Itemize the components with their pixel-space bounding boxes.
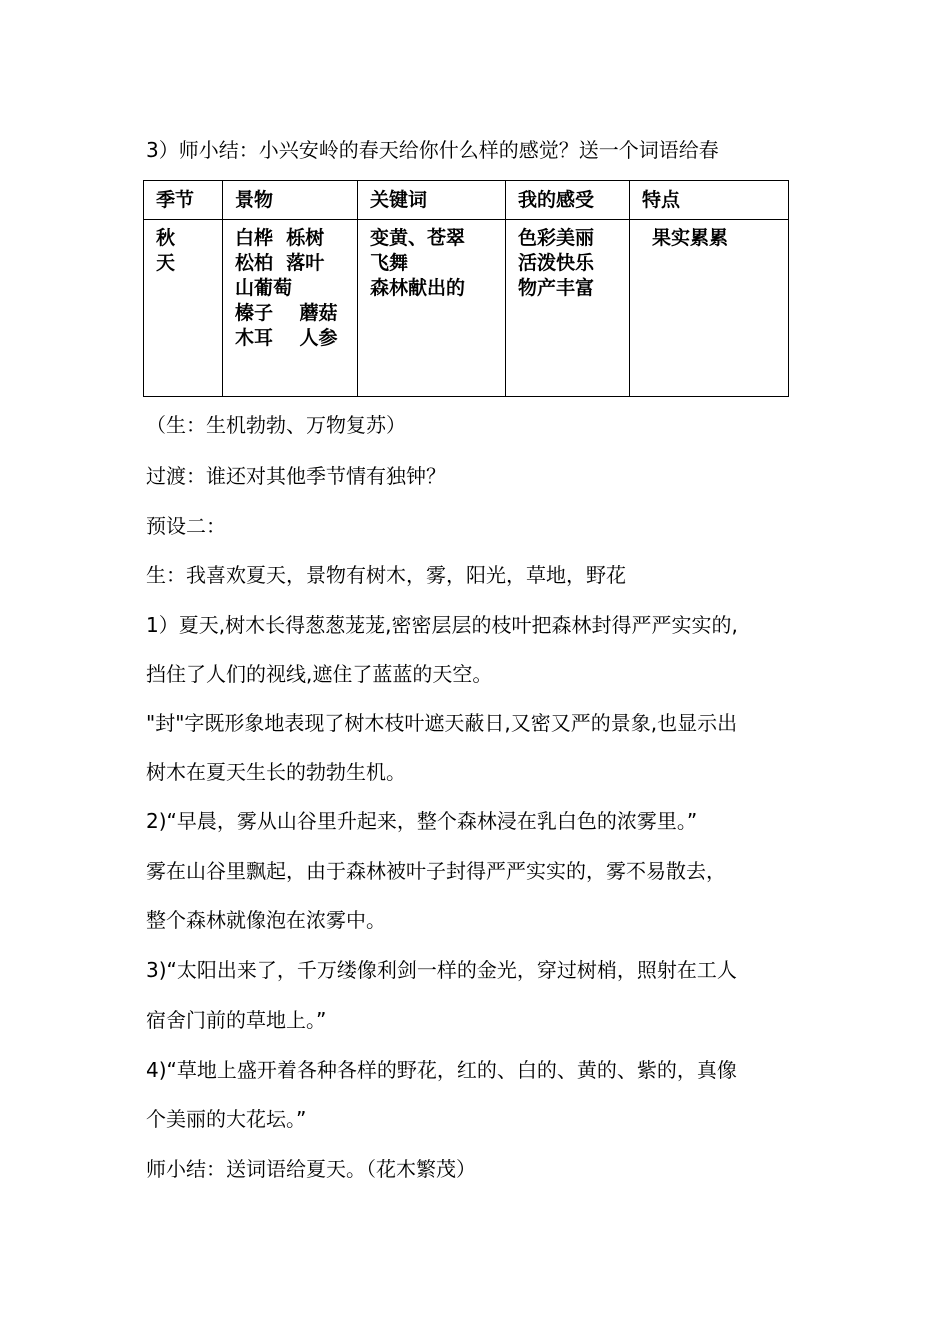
table-cell: 果实累累 — [630, 220, 789, 397]
transition-line: 过渡：谁还对其他季节情有独钟？ — [146, 464, 446, 488]
paragraph-line: 3)“太阳出来了，千万缕像利剑一样的金光，穿过树梢，照射在工人 — [146, 958, 737, 982]
paragraph-line: 挡住了人们的视线,遮住了蓝蓝的天空。 — [146, 662, 493, 686]
header-cell: 我的感受 — [506, 181, 630, 220]
student-answer-line: （生：生机勃勃、万物复苏） — [146, 413, 406, 437]
paragraph-line: 树木在夏天生长的勃勃生机。 — [146, 760, 406, 784]
paragraph-line: 雾在山谷里飘起，由于森林被叶子封得严严实实的，雾不易散去， — [146, 859, 726, 883]
table-header-row — [144, 181, 789, 220]
header-cell: 景物 — [223, 181, 358, 220]
intro-line: 3）师小结：小兴安岭的春天给你什么样的感觉？送一个词语给春 — [146, 138, 719, 162]
summary-line: 师小结：送词语给夏天。（花木繁茂） — [146, 1157, 476, 1181]
table-row — [144, 220, 789, 397]
header-cell: 特点 — [630, 181, 789, 220]
header-cell: 关键词 — [358, 181, 506, 220]
paragraph-line: 1）夏天,树木长得葱葱茏茏,密密层层的枝叶把森林封得严严实实的, — [146, 613, 738, 637]
table-cell: 色彩美丽 活泼快乐 物产丰富 — [506, 220, 630, 397]
preset-two-line: 预设二： — [146, 514, 226, 538]
paragraph-line: 整个森林就像泡在浓雾中。 — [146, 908, 386, 932]
paragraph-line: 个美丽的大花坛。” — [146, 1107, 307, 1131]
header-cell: 季节 — [144, 181, 223, 220]
paragraph-line: 2)“早晨，雾从山谷里升起来，整个森林浸在乳白色的浓雾里。” — [146, 809, 698, 833]
seasons-table — [143, 180, 789, 397]
paragraph-line: 宿舍门前的草地上。” — [146, 1008, 327, 1032]
paragraph-line: "封"字既形象地表现了树木枝叶遮天蔽日,又密又严的景象,也显示出 — [146, 711, 738, 735]
paragraph-line: 4)“草地上盛开着各种各样的野花，红的、白的、黄的、紫的，真像 — [146, 1058, 737, 1082]
table-cell: 白桦 栎树 松柏 落叶 山葡萄 榛子 蘑菇 木耳 人参 — [223, 220, 358, 397]
table-cell: 秋 天 — [144, 220, 223, 397]
table-cell: 变黄、苍翠 飞舞 森林献出的 — [358, 220, 506, 397]
student-summer-line: 生：我喜欢夏天，景物有树木，雾，阳光，草地，野花 — [146, 563, 626, 587]
